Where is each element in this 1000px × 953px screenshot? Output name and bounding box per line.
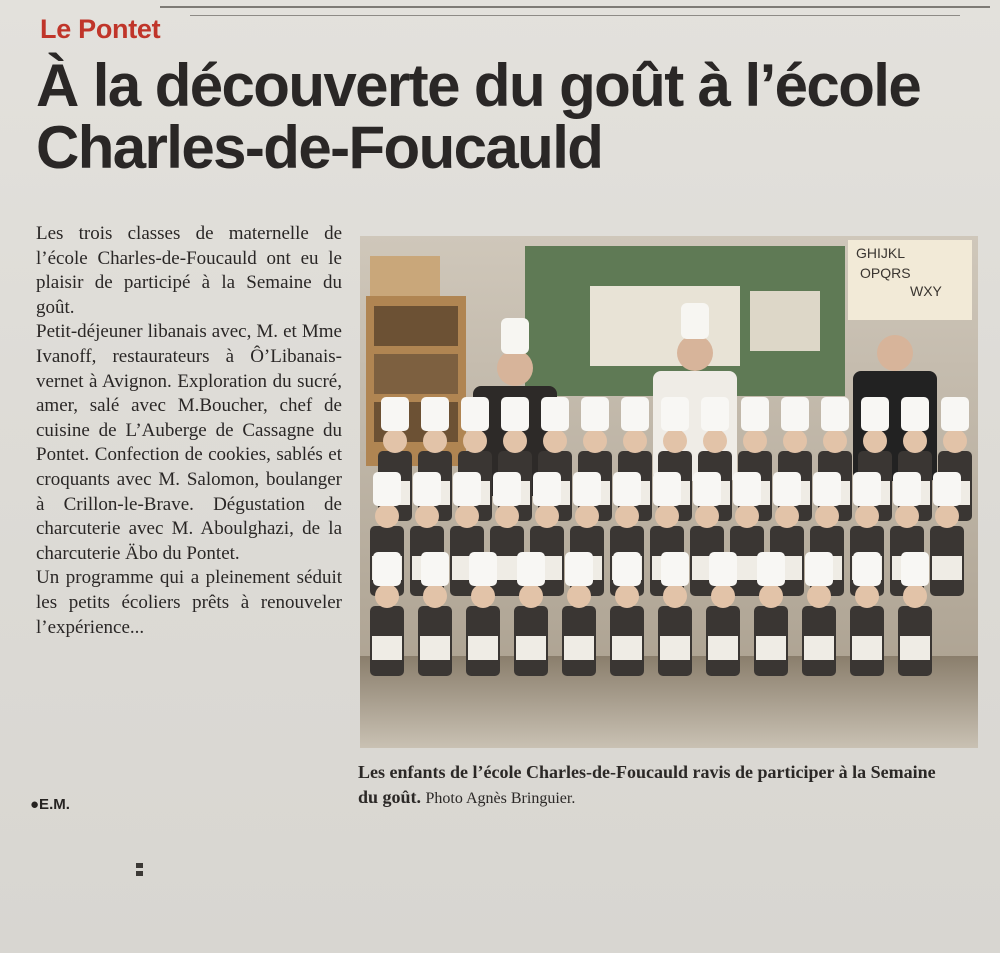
caption-text: Les enfants de l’école Charles-de-Foucauld ravis de participer à la Semaine du goût. <box>358 762 936 807</box>
svg-text:WXY: WXY <box>910 283 942 299</box>
headline: À la découverte du goût à l’école Charles-de-Foucauld <box>36 52 921 181</box>
author-signature: ●E.M. <box>30 796 70 813</box>
class-photo-image <box>360 236 978 748</box>
section-label: Le Pontet <box>40 14 161 44</box>
photo-caption <box>358 760 958 811</box>
photo-credit: Photo Agnès Bringuier. <box>425 790 576 807</box>
paragraph-conclusion: Un programme qui a pleinement séduit les petits écoliers prêts à renouveler l’expérience... <box>36 567 342 638</box>
top-rule <box>160 6 990 8</box>
page-marks <box>136 863 143 883</box>
svg-text:GHIJKL: GHIJKL <box>856 245 906 261</box>
class-photo <box>360 236 978 748</box>
svg-text:OPQRS: OPQRS <box>860 265 911 281</box>
article-body <box>36 222 342 640</box>
paragraph-intro: Les trois classes de maternelle de l’école Charles-de-Foucauld ont eu le plaisir de participé à la Semaine du goût. <box>36 223 342 318</box>
paragraph-activities: Petit-déjeuner libanais avec, M. et Mme Ivanoff, restaurateurs à Ô’Libanais-vernet à Avignon. Exploration du sucré, amer, salé avec M.Boucher, chef de cuisine de L’Auberge de Cassagne du Pontet. Confection de cookies, sablés et croquants avec M. Salomon, boulanger à Crillon-le-Brave. Dégustation de charcuterie avec M. Aboulghazi, de la charcuterie Äbo du Pontet. <box>36 321 342 564</box>
top-rule-secondary <box>190 15 960 16</box>
